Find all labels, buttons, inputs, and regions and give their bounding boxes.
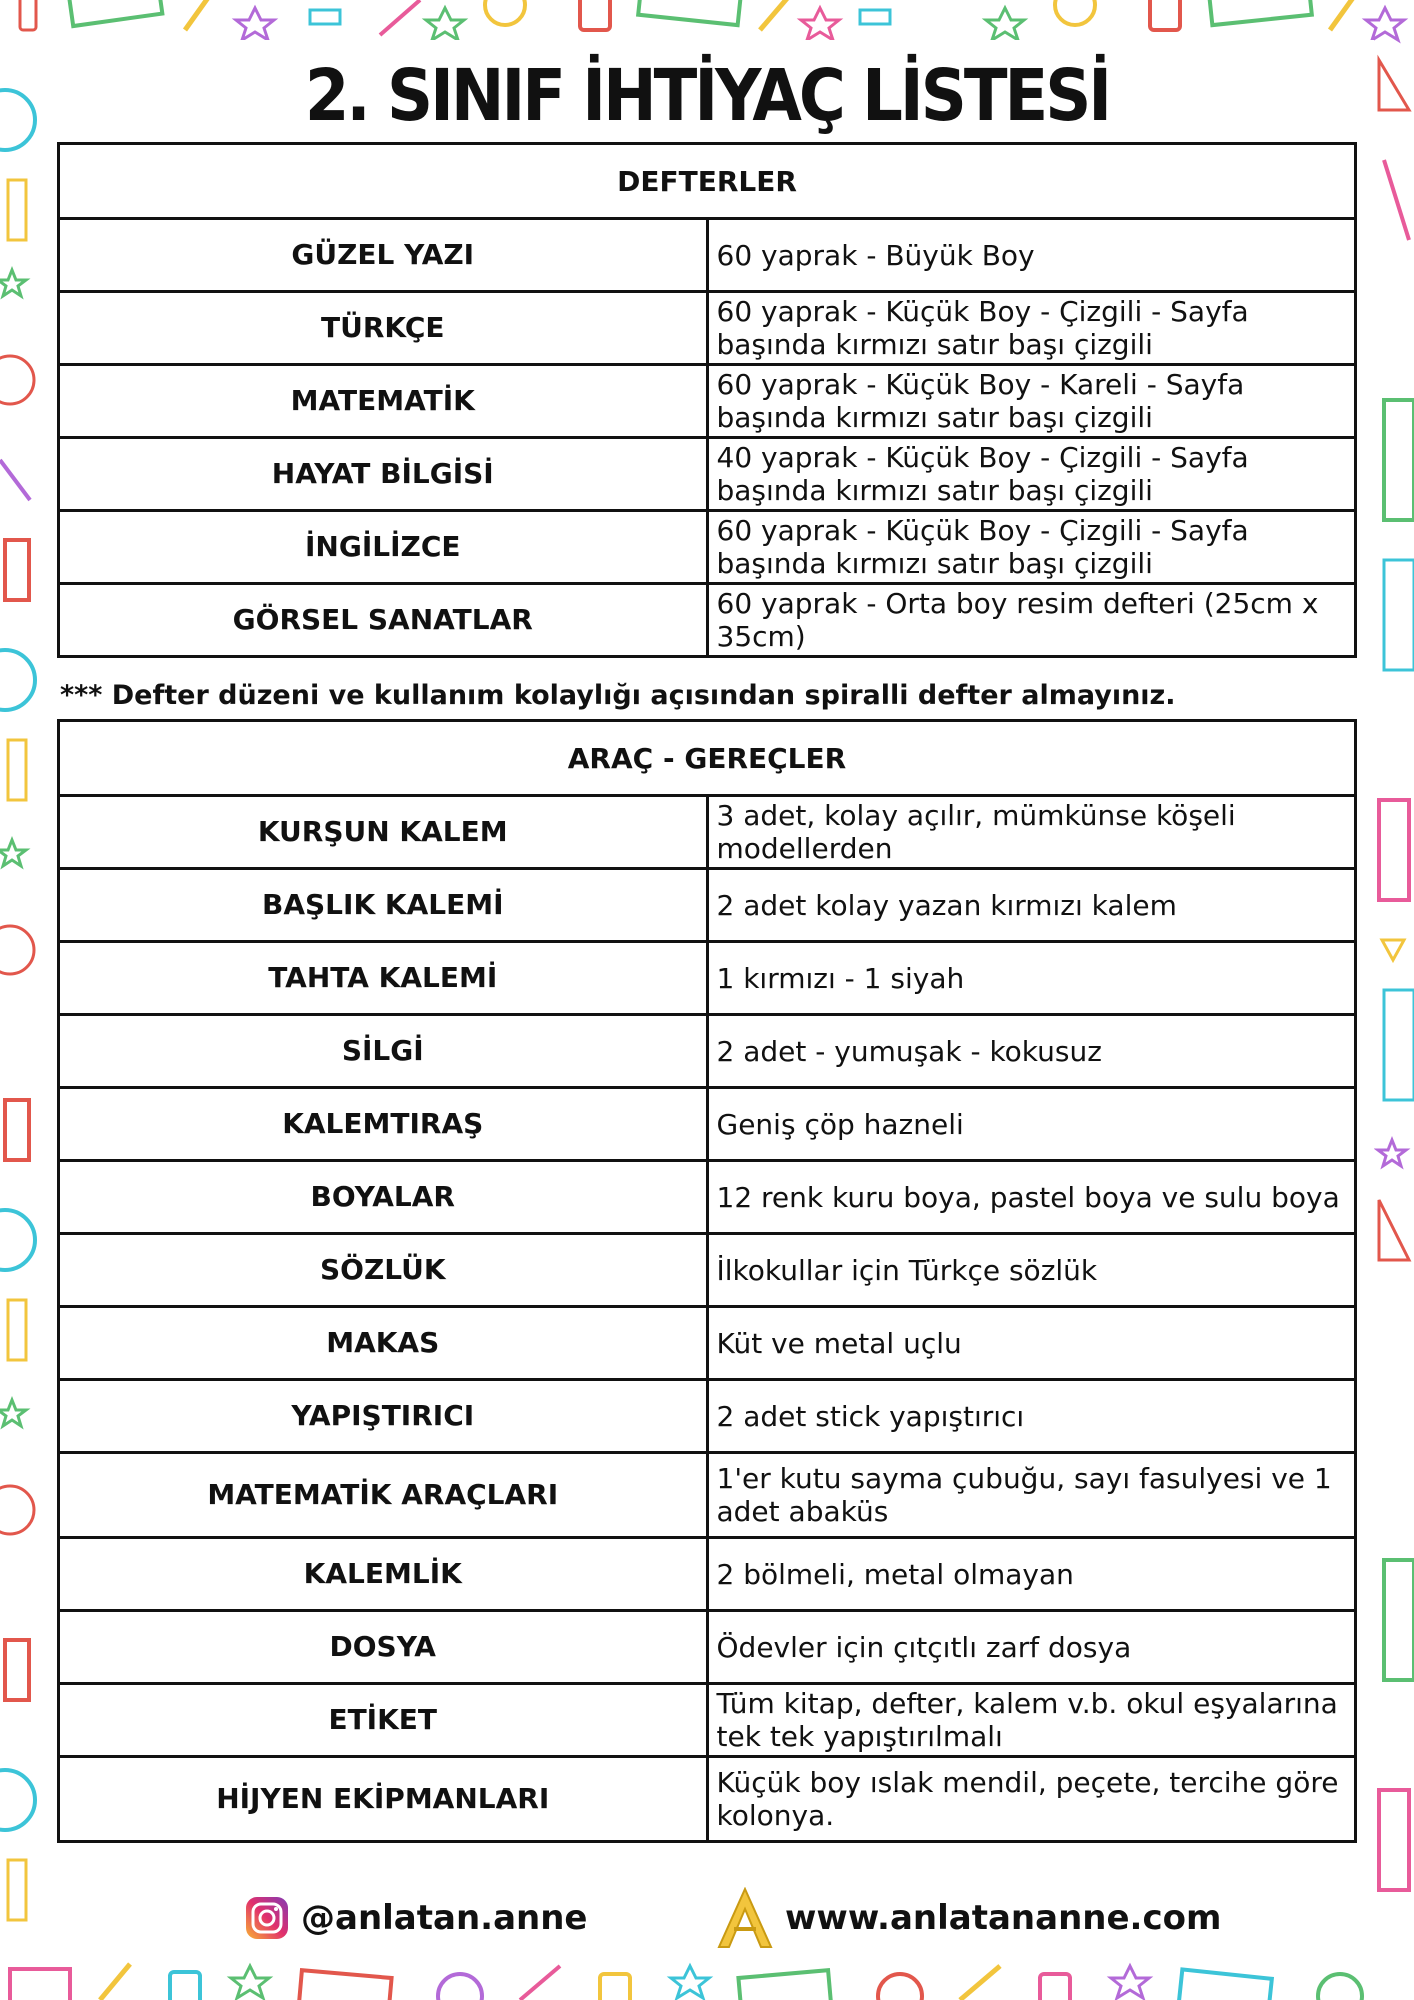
table-row xyxy=(59,1611,1356,1684)
table-row xyxy=(59,869,1356,942)
row-description: Küt ve metal uçlu xyxy=(707,1307,1356,1380)
decorative-border-right xyxy=(1374,0,1414,2000)
table-row xyxy=(59,365,1356,438)
row-label: BOYALAR xyxy=(59,1161,708,1234)
instagram-handle-text: @anlatan.anne xyxy=(301,1898,588,1938)
anlatan-anne-logo-icon xyxy=(715,1887,775,1949)
decorative-border-left xyxy=(0,0,40,2000)
row-label: MATEMATİK xyxy=(59,365,708,438)
row-label: MAKAS xyxy=(59,1307,708,1380)
website-text: www.anlatananne.com xyxy=(785,1898,1222,1938)
row-description: 2 adet kolay yazan kırmızı kalem xyxy=(707,869,1356,942)
row-label: GÜZEL YAZI xyxy=(59,219,708,292)
table-row xyxy=(59,438,1356,511)
row-description: Küçük boy ıslak mendil, peçete, tercihe göre kolonya. xyxy=(707,1757,1356,1842)
row-label: TAHTA KALEMİ xyxy=(59,942,708,1015)
row-label: DOSYA xyxy=(59,1611,708,1684)
row-description: İlkokullar için Türkçe sözlük xyxy=(707,1234,1356,1307)
row-description: 2 adet - yumuşak - kokusuz xyxy=(707,1015,1356,1088)
table-row xyxy=(59,511,1356,584)
row-description: 60 yaprak - Orta boy resim defteri (25cm x 35cm) xyxy=(707,584,1356,657)
row-label: BAŞLIK KALEMİ xyxy=(59,869,708,942)
row-description: 60 yaprak - Küçük Boy - Çizgili - Sayfa başında kırmızı satır başı çizgili xyxy=(707,292,1356,365)
row-label: HAYAT BİLGİSİ xyxy=(59,438,708,511)
table-row xyxy=(59,1015,1356,1088)
row-label: HİJYEN EKİPMANLARI xyxy=(59,1757,708,1842)
decorative-border-bottom xyxy=(0,1954,1414,2000)
table-row xyxy=(59,1757,1356,1842)
website-link[interactable] xyxy=(715,1890,1221,1946)
row-description: 2 adet stick yapıştırıcı xyxy=(707,1380,1356,1453)
row-description: 12 renk kuru boya, pastel boya ve sulu boya xyxy=(707,1161,1356,1234)
spiral-notebook-note: *** Defter düzeni ve kullanım kolaylığı açısından spiralli defter almayınız. xyxy=(60,680,1176,711)
row-description: Geniş çöp hazneli xyxy=(707,1088,1356,1161)
table-row xyxy=(59,1307,1356,1380)
instagram-handle[interactable] xyxy=(245,1890,587,1946)
table-row xyxy=(59,942,1356,1015)
supplies-header: ARAÇ - GEREÇLER xyxy=(59,721,1356,796)
table-row xyxy=(59,219,1356,292)
row-description: 60 yaprak - Küçük Boy - Kareli - Sayfa başında kırmızı satır başı çizgili xyxy=(707,365,1356,438)
instagram-icon xyxy=(245,1896,289,1940)
row-description: Tüm kitap, defter, kalem v.b. okul eşyalarına tek tek yapıştırılmalı xyxy=(707,1684,1356,1757)
row-description: 60 yaprak - Büyük Boy xyxy=(707,219,1356,292)
row-description: 3 adet, kolay açılır, mümkünse köşeli modellerden xyxy=(707,796,1356,869)
row-label: KURŞUN KALEM xyxy=(59,796,708,869)
table-row xyxy=(59,292,1356,365)
row-label: TÜRKÇE xyxy=(59,292,708,365)
notebooks-table xyxy=(57,142,1357,658)
row-description: 40 yaprak - Küçük Boy - Çizgili - Sayfa başında kırmızı satır başı çizgili xyxy=(707,438,1356,511)
row-label: GÖRSEL SANATLAR xyxy=(59,584,708,657)
row-label: SÖZLÜK xyxy=(59,1234,708,1307)
row-label: ETİKET xyxy=(59,1684,708,1757)
row-label: MATEMATİK ARAÇLARI xyxy=(59,1453,708,1538)
table-row xyxy=(59,1538,1356,1611)
table-row xyxy=(59,584,1356,657)
table-row xyxy=(59,1380,1356,1453)
row-label: İNGİLİZCE xyxy=(59,511,708,584)
row-label: KALEMTIRAŞ xyxy=(59,1088,708,1161)
table-row xyxy=(59,1088,1356,1161)
notebooks-header: DEFTERLER xyxy=(59,144,1356,219)
table-row xyxy=(59,1684,1356,1757)
table-row xyxy=(59,1234,1356,1307)
table-row xyxy=(59,1453,1356,1538)
row-description: 60 yaprak - Küçük Boy - Çizgili - Sayfa başında kırmızı satır başı çizgili xyxy=(707,511,1356,584)
row-description: 2 bölmeli, metal olmayan xyxy=(707,1538,1356,1611)
page-title: 2. SINIF İHTİYAÇ LİSTESİ xyxy=(304,55,1110,138)
row-description: Ödevler için çıtçıtlı zarf dosya xyxy=(707,1611,1356,1684)
table-row xyxy=(59,1161,1356,1234)
row-label: KALEMLİK xyxy=(59,1538,708,1611)
row-description: 1'er kutu sayma çubuğu, sayı fasulyesi ve 1 adet abaküs xyxy=(707,1453,1356,1538)
table-row xyxy=(59,796,1356,869)
row-label: YAPIŞTIRICI xyxy=(59,1380,708,1453)
supplies-table xyxy=(57,719,1357,1843)
row-description: 1 kırmızı - 1 siyah xyxy=(707,942,1356,1015)
row-label: SİLGİ xyxy=(59,1015,708,1088)
